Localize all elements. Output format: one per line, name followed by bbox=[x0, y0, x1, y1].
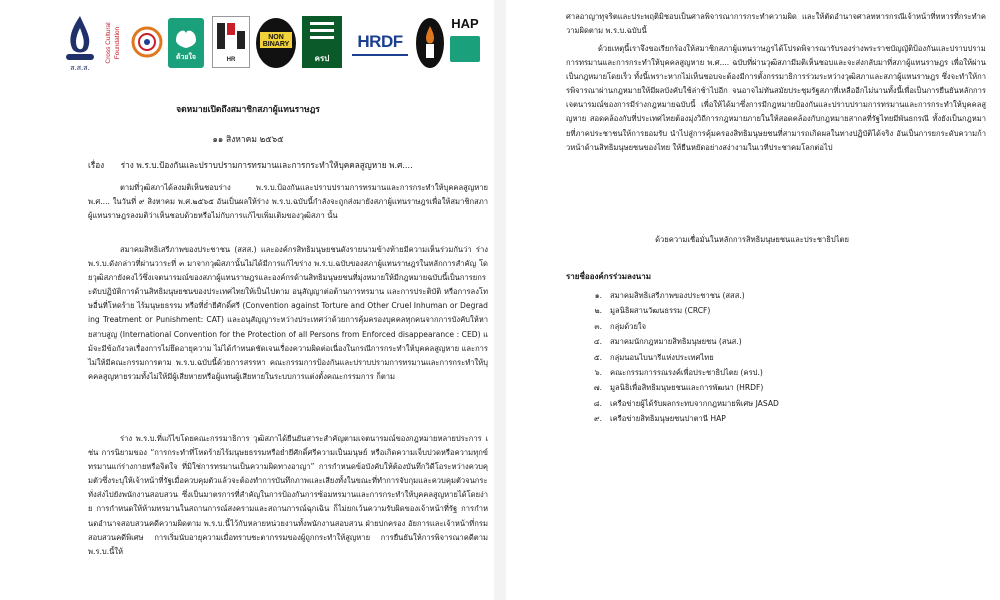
logo-crsp bbox=[302, 16, 342, 68]
list-item-name: สมาคมสิทธิเสรีภาพของประชาชน (สสส.) bbox=[610, 291, 745, 300]
list-item-name: กลุ่มนอนไบนารีแห่งประเทศไทย bbox=[610, 352, 714, 362]
right-page bbox=[508, 0, 996, 600]
svg-text:Foundation: Foundation bbox=[114, 26, 121, 60]
paragraph-request: ด้วยเหตุนี้เราจึงขอเรียกร้องให้สมาชิกสภาผู้แทนราษฎรได้โปรดพิจารณารับรองร่างพระราชบัญญัติป้องกันและปราบปรามการทรมานและการกระทำให้บุคคลสูญหาย พ.ศ.... ฉบับที่ผ่านวุฒิสภามีมติเห็นชอบและจะส่งกลับมาที่สภาผู้แทนราษฎร เพื่อให้ผ่านเป็นกฎหมายโดยเร็ว ทั้งนี้เพราะหากไม่เห็นชอบจะต้องมีการตั้งกรรมาธิการร่วมระหว่างวุฒิสภาและสภาผู้แทนราษฎร ซึ่งจะทำให้การพิจารณาผ่านกฎหมายให้มีผลบังคับใช้ล่าช้าไปอีก จนอาจไม่ทันสมัยประชุมรัฐสภาที่เหลืออีกไม่นานทั้งนี้เพื่อเป็นการยืนยันหลักการเจตนารมณ์ของการมีร่างกฎหมายฉบับนี้ เพื่อให้ได้มาซึ่งการมีกฎหมายป้องกันและปราบปรามการทรมานและการกระทำให้บุคคลสูญหาย สอดคล้องกับที่ประเทศไทยต้องมุ่งวิถีการกฎหมายภายในให้สอดคล้องกับกฎหมายสากลที่รัฐไทยมีพันธกรณี ทั้งยังเป็นกฎหมายที่ภาคประชาชนให้การยอมรับ นำไปสู่การคุ้มครองสิทธิมนุษยชนที่สามารถเกิดผลในทางปฏิบัติได้จริง อันเป็นการยกระดับความก้าวหน้าด้านสิทธิมนุษยชนของไทย ให้ยืนหยัดอย่างสง่างามในเวทีประชาคมโลกต่อไป bbox=[566, 44, 986, 152]
logo-ssl-organization bbox=[62, 12, 98, 74]
list-item-number: ๒. bbox=[594, 306, 602, 316]
closing-statement: ด้วยความเชื่อมั่นในหลักการสิทธิมนุษยชนและประชาธิปไตย bbox=[655, 235, 849, 244]
logo-cross-cultural-mark bbox=[130, 12, 164, 74]
signatories-list bbox=[566, 288, 779, 427]
list-item bbox=[566, 350, 779, 365]
page-title: จดหมายเปิดถึงสมาชิกสภาผู้แทนราษฎร bbox=[176, 105, 320, 115]
logo-hrdf bbox=[348, 24, 412, 64]
page-gutter bbox=[494, 0, 506, 600]
list-item-number: ๑. bbox=[594, 291, 602, 300]
list-item-name: มูลนิธิเพื่อสิทธิมนุษยชนและการพัฒนา (HRDF) bbox=[610, 383, 764, 393]
letter-date: ๑๑ สิงหาคม ๒๕๖๕ bbox=[212, 135, 284, 145]
subject-label: เรื่อง bbox=[88, 160, 105, 170]
list-item bbox=[566, 288, 779, 303]
subject-text: ร่าง พ.ร.บ.ป้องกันและปราบปรามการทรมานและการกระทำให้บุคคลสูญหาย พ.ศ.... bbox=[120, 160, 413, 170]
logo-lawyers-association bbox=[212, 16, 250, 68]
list-item-number: ๖. bbox=[594, 367, 602, 377]
list-item bbox=[566, 365, 779, 380]
logo-hap-text: HAP bbox=[451, 16, 479, 31]
svg-text:Cross Cultural: Cross Cultural bbox=[105, 22, 112, 64]
list-item bbox=[566, 319, 779, 334]
paragraph-opinion: สมาคมสิทธิเสรีภาพของประชาชน (สสส.) และองค์กรสิทธิมนุษยชนดังรายนามข้างท้ายมีความเห็นร่วมกันว่า ร่าง พ.ร.บ.ดังกล่าวที่ผ่านวาระที่ ๓ มาจากวุฒิสภานั้นไม่ได้มีการแก้ไขร่าง พ.ร.บ.ฉบับของสภาผู้แทนราษฎรในหลักการสำคัญ โดยวุฒิสภายังคงไว้ซึ่งเจตนารมณ์ของสภาผู้แทนราษฎรและองค์กรด้านสิทธิมนุษยชนที่มุ่งหมายให้มีกฎหมายฉบับนี้เป็นการยกระดับปฏิบัติการด้านสิทธิมนุษยชนของประเทศไทยให้เป็นไปตาม อนุสัญญาต่อต้านการทรมาน และการประติบัติ หรือการลงโทษอื่นที่โหดร้าย ไร้มนุษยธรรม หรือที่ย่ำยีศักดิ์ศรี (Convention against Torture and Other Cruel Inhuman or Degrading Treatment or Punishment: CAT) และอนุสัญญาระหว่างประเทศว่าด้วยการคุ้มครองบุคคลทุกคนจากการบังคับให้หายสาบสูญ (International Convention for the Protection of all Persons from Enforced disappearance : CED) แม้จะมีข้อกังวลเรื่องการไม่ยึดอายุความ ไม่ได้กำหนดชัดเจนเรื่องความผิดต่อเนื่องในกรณีการกระทำให้บุคคลสูญหาย และการไม่ให้มีคณะกรรมการตาม พ.ร.บ.ฉบับนี้ด้วยการสรรหา คณะกรรมการป้องกันและปราบปรามการทรมานและการกระทำให้บุคคลสูญหายรวมทั้งไม่ให้มีผู้เสียหายหรือผู้แทนผู้เสียหายในระบบการแต่งตั้งคณะกรรมการ ก็ตาม bbox=[88, 245, 489, 381]
subject-line bbox=[88, 159, 413, 172]
list-item-number: ๕. bbox=[593, 352, 602, 362]
logo-jasad bbox=[416, 18, 444, 68]
paragraph-provisions: ร่าง พ.ร.บ.ที่แก้ไขโดยคณะกรรมาธิการ วุฒิสภาได้ยืนยันสาระสำคัญตามเจตนารมณ์ของกฎหมายหลายประการ เช่น การนิยามของ “การกระทำที่โหดร้ายไร้มนุษยธรรมหรือย่ำยีศักดิ์ศรีความเป็นมนุษย์ หรือเกิดความเจ็บปวดหรือความทุกข์ทรมานแก่ร่างกายหรือจิตใจ ที่มิใช่การทรมานเป็นความผิดทางอาญา” การกำหนดข้อบังคับให้ต้องบันทึกวิดีโอระหว่างควบคุมตัวซึ่งระบุให้เจ้าหน้าที่รัฐเมื่อควบคุมตัวแล้วจะต้องทำการบันทึกภาพและเสียงทั้งในขณะที่ทำการจับกุมและควบคุมตัวจนกระทั่งส่งไปยังพนักงานสอบสวน ซึ่งเป็นมาตรการที่สำคัญในการป้องกันการซ้อมทรมานและการกระทำให้บุคคลสูญหายได้โดยง่าย การกำหนดให้ห้ามทรมานในสถานการณ์สงครามและสถานการณ์ฉุกเฉิน ก็ไม่ยกเว้นความรับผิดของเจ้าหน้าที่รัฐ การกำหนดอำนาจสอบสวนคดีความผิดตาม พ.ร.บ.นี้ไว้กับหลายหน่วยงานทั้งพนักงานสอบสวน ฝ่ายปกครอง อัยการและเจ้าหน้าที่กรมสอบสวนคดีพิเศษ การเริ่มนับอายุความเมื่อทราบชะตากรรมของผู้ถูกกระทำให้สูญหาย การยืนยันให้การพิจารณาคดีตาม พ.ร.บ.นี้ให้ bbox=[88, 434, 488, 556]
list-item bbox=[566, 396, 779, 411]
svg-text:ส.ส.ส.: ส.ส.ส. bbox=[70, 64, 90, 72]
list-item-number: ๗. bbox=[593, 383, 602, 393]
logo-strip bbox=[62, 12, 482, 74]
list-item bbox=[566, 411, 779, 426]
list-item bbox=[566, 303, 779, 318]
list-item-name: สมาคมนักกฎหมายสิทธิมนุษยชน (สนส.) bbox=[610, 337, 742, 347]
list-item-number: ๔. bbox=[593, 337, 602, 347]
list-item-name: เครือข่ายสิทธิมนุษยชนปาตานี HAP bbox=[610, 414, 726, 424]
paragraph-intro: ตามที่วุฒิสภาได้ลงมติเห็นชอบร่าง พ.ร.บ.ป้องกันและปราบปรามการทรมานและการกระทำให้บุคคลสูญหาย พ.ศ.... ในวันที่ ๙ สิงหาคม พ.ศ.๒๕๖๕ อันเป็นผลให้ร่าง พ.ร.บ.ฉบับนี้กำลังจะถูกส่งมายังสภาผู้แทนราษฎรเพื่อให้สมาชิกสภาผู้แทนราษฎรลงมติว่าเห็นชอบด้วยหรือไม่กับการแก้ไขเพิ่มเติมของวุฒิสภา นั้น bbox=[88, 183, 488, 221]
list-item bbox=[566, 380, 779, 395]
logo-hrdf-text: HRDF bbox=[357, 32, 403, 51]
logo-non-binary-text: NON BINARY bbox=[262, 34, 290, 48]
list-item-name: เครือข่ายผู้ได้รับผลกระทบจากกฎหมายพิเศษ JASAD bbox=[610, 398, 779, 408]
signatories-title: รายชื่อองค์กรร่วมลงนาม bbox=[566, 272, 652, 281]
list-item-name: กลุ่มด้วยใจ bbox=[610, 321, 647, 331]
logo-crsp-text: ครป bbox=[314, 54, 330, 63]
logo-duay-jai-text: ด้วยใจ bbox=[175, 54, 197, 61]
list-item bbox=[566, 334, 779, 349]
list-item-number: ๓. bbox=[594, 321, 602, 331]
logo-hap bbox=[448, 14, 482, 72]
list-item-number: ๘. bbox=[593, 398, 602, 408]
logo-duay-jai bbox=[168, 18, 204, 68]
logo-cross-cultural-foundation bbox=[102, 12, 132, 74]
list-item-name: คณะกรรมการรณรงค์เพื่อประชาธิปไตย (ครป.) bbox=[610, 367, 763, 377]
logo-lawyers-association-text: HR bbox=[226, 57, 236, 63]
list-item-number: ๙. bbox=[594, 414, 602, 424]
left-page bbox=[4, 0, 492, 600]
paragraph-continuation: ศาลอาญาทุจริตและประพฤติมิชอบเป็นศาลพิจารณาการกระทำความผิด และให้ตัดอำนาจศาลทหารกรณีเจ้าหน้าที่ทหารที่กระทำความผิดตาม พ.ร.บ.ฉบับนี้ bbox=[566, 12, 986, 36]
list-item-name: มูลนิธิผสานวัฒนธรรม (CRCF) bbox=[610, 306, 711, 316]
logo-non-binary bbox=[256, 18, 296, 68]
